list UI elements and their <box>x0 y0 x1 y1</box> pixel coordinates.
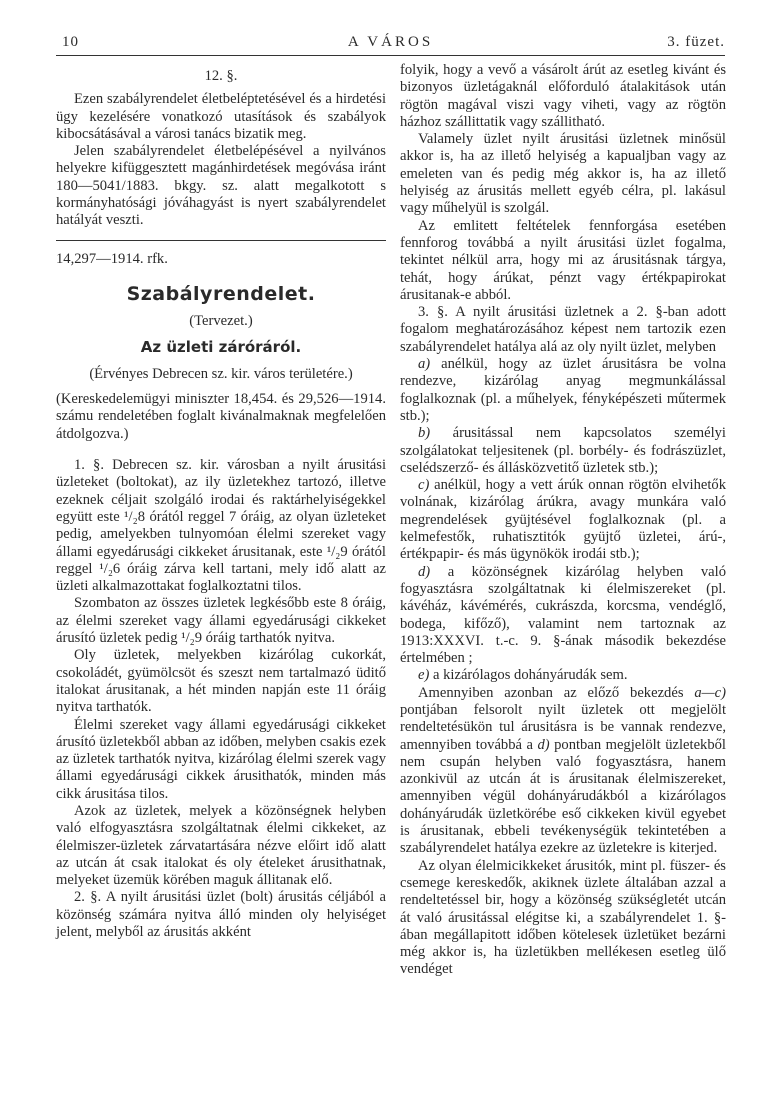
regulation-subject: Az üzleti záróráról. <box>140 337 302 356</box>
text-run: Amennyiben azonban az előző bekezdés <box>418 684 684 701</box>
item-letter: e) <box>418 667 430 684</box>
list-item-e <box>400 667 726 684</box>
paragraph: Ezen szabályrendelet életbeléptetésével és a hirdetési ügy kezelésére vonatkozó utasítások és szabályok kibocsátásával a városi tanács bizatik meg. <box>56 91 386 142</box>
paragraph: Az emlitett feltételek fennforgása esetében fennforog továbbá a nyilt árusitási üzlet fogalma, tekintet nélkül arra, hogy mi az árusitásnak tárgya, tehát, hogy árúkat, pénzt vagy értékpapirokat árusitanak-e abból. <box>400 217 726 303</box>
list-item-a <box>400 356 726 425</box>
item-text: anélkül, hogy az üzlet árusitásra be volna rendezve, kizárólag anyag megmunkálással foglalkoznak (pl. a műhelyek, fényképészeti műtermek stb.); <box>400 356 726 424</box>
paragraph-continued: folyik, hogy a vevő a vásárolt árút az esetleg kivánt és bizonyos üzletágaknál előforduló átalakitások után rögtön magával viszi vagy viheti, vagy az rögtön házhoz szállittatik vagy szállitható. <box>400 62 726 130</box>
paragraph-section-2: 2. §. A nyilt árusitási üzlet (bolt) árusitás céljából a közönség számára nyitva álló minden oly helyiséget jelent, melyből az árusitás akként <box>56 889 386 941</box>
paragraph: Valamely üzlet nyilt árusitási üzletnek minősül akkor is, ha az illető helyiség a kapualjban vagy az emeleten van és pedig még akkor is, ha az illető helyiség az árusitás mellett egyéb célra, pl. lakásul vagy műhelyül is szolgál. <box>400 131 726 217</box>
left-column <box>56 62 386 941</box>
item-text: anélkül, hogy a vett árúk onnan rögtön elvihetők volnának, kizárólag árúkra, avagy munkára való megrendelések gyüjtésével foglalkoznak (pl. a kelmefestők, ruhatisztitók gyüjtő üzletei, árú-, értékpapir- és más ügynökök irodái stb.); <box>400 477 726 563</box>
paragraph: Jelen szabályrendelet életbelépésével a nyilvános helyekre kifüggesztett magánhirdetések megóvása iránt 180—5041/1883. bkgy. sz. alatt megalkotott s kormányhatósági jóváhagyást is nyert szabályrendelet hatályát veszti. <box>56 143 386 229</box>
item-letter: a) <box>418 356 431 373</box>
journal-title: A VÁROS <box>347 34 434 50</box>
running-header <box>56 34 725 56</box>
item-letter: d) <box>418 563 431 580</box>
paragraph: Az olyan élelmicikkeket árusitók, mint pl. füszer- és csemege kereskedők, akiknek üzlete általában azzal a rendeltetéssel bir, hogy a közönség szükségletét utcán át való árusitással elégitse ki, a szabályrendelet 1. §-ában megállapitott időben kötelesek üzletüket bezárni még akkor is, ha üzletükben mellékesen esetleg ülő vendéget <box>400 857 726 978</box>
text-run: pontjában felsorolt nyilt üzletek ott megjelölt rendeltetésükön tul árusitásra is be vannak rendezve, amennyiben továbbá a <box>400 701 726 753</box>
section-divider <box>56 240 386 241</box>
list-item-d <box>400 564 726 668</box>
item-letter: d) <box>537 736 550 753</box>
paragraph-section-1: 1. §. Debrecen sz. kir. városban a nyilt árusitási üzleteket (boltokat), az ily üzletekhez tartozó, illetve ezeknek céljait szolgáló irodai és raktárhelyiségekkel együtt este ¹/₂8 órától reggel 7 óráig, az olyan üzleteket pedig, amelyekben tulnyomóan élelmi szereket vagy állami egyedárusági cikkeket árusitanak, este ¹/₂9 órától reggel ¹/₂6 óráig zárva kell tartani, mely idő alatt az üzleti alkalmazottakat foglalkoztatni tilos. <box>56 457 386 595</box>
regulation-title: Szabályrendelet. <box>126 282 316 305</box>
paragraph-section-3: 3. §. A nyilt árusitási üzletnek a 2. §-ban adott fogalom meghatározásához képest nem tartozik ezen szabályrendelet hatálya alá az oly nyilt üzlet, melyben <box>400 304 726 355</box>
right-column <box>400 62 726 979</box>
item-text: a közönségnek kizárólag helyben való fogyasztásra szolgáltatnak ki élelmiszereket (pl. kávéház, kávémérés, cukrászda, korcsma, vendéglő, bodega, kifőző), valamint nem tartoznak az 1913:XXXVI. t.-c. 9. §-ának második bekezdése értelmében ; <box>400 563 726 667</box>
reference-number: 14,297—1914. rfk. <box>56 250 168 267</box>
paragraph: Élelmi szereket vagy állami egyedárusági cikkeket árusító üzletekből abban az időben, melyben csakis ezek az üzletek tarthatók nyitva, kizárólag élelmi szerek vagy állami egyedárusági cikkek árusithatók, minden más cikk árusitása tilos. <box>56 716 386 802</box>
validity-note: (Érvényes Debrecen sz. kir. város területére.) <box>89 365 353 382</box>
paragraph <box>400 685 726 858</box>
item-letter: c) <box>418 477 430 494</box>
paragraph: Szombaton az összes üzletek legkésőbb este 8 óráig, az élelmi szereket vagy állami egyedárusági cikkeket árusító üzletek pedig ¹/₂9 óráig tarthatók nyitva. <box>56 595 386 647</box>
item-letter: b) <box>418 425 431 442</box>
list-item-c <box>400 477 726 563</box>
page-number: 10 <box>62 34 79 50</box>
item-text: árusitással nem kapcsolatos személyi szolgálatokat teljesitenek (pl. borbély- és fodrászüzlet, cselédszerző- és állásközvetitő üzletek stb.); <box>400 425 726 476</box>
paragraph: Azok az üzletek, melyek a közönségnek helyben való elfogyasztásra szolgáltatnak élelmi cikkeket, az élelmiszer-üzletek zárvatartására nézve előirt idő alatt az utcán át csak italokat és oly ételeket árusithatnak, melyeket üzemük körében maguk állitanak elő. <box>56 802 386 889</box>
list-item-b <box>400 425 726 477</box>
item-text: a kizárólagos dohányárudák sem. <box>433 667 628 684</box>
issue-label: 3. füzet. <box>667 34 725 50</box>
paragraph: Oly üzletek, melyekben kizárólag cukorkát, csokoládét, gyümölcsöt és szeszt nem tartalmazó üditő italokat árusitanak, a hét minden napján este 11 óráig nyitva tarthatók. <box>56 647 386 716</box>
section-12-heading: 12. §. <box>204 68 238 84</box>
draft-label: (Tervezet.) <box>189 313 253 330</box>
item-letter: a—c) <box>694 684 726 701</box>
text-run: pontban megjelölt üzletekből nem csupán helyben való fogyasztásra, hanem azonkivül az utcán át is árusitanak élelmiszereket, amennyiben végül dohányárudákból a kizárólagos dohányárudák üzletkörébe eső cikkeken kivül egyebet is árusitanak, ebbeli tevékenységük tekintetében a szabályrendelet hatálya ezekre az üzletekre is kiterjed. <box>400 736 726 857</box>
ministerial-reference: (Kereskedelemügyi miniszter 18,454. és 29,526—1914. számu rendeletében foglalt kivánalmaknak megfelelően átdolgozva.) <box>56 391 386 442</box>
header-rule <box>56 55 725 56</box>
